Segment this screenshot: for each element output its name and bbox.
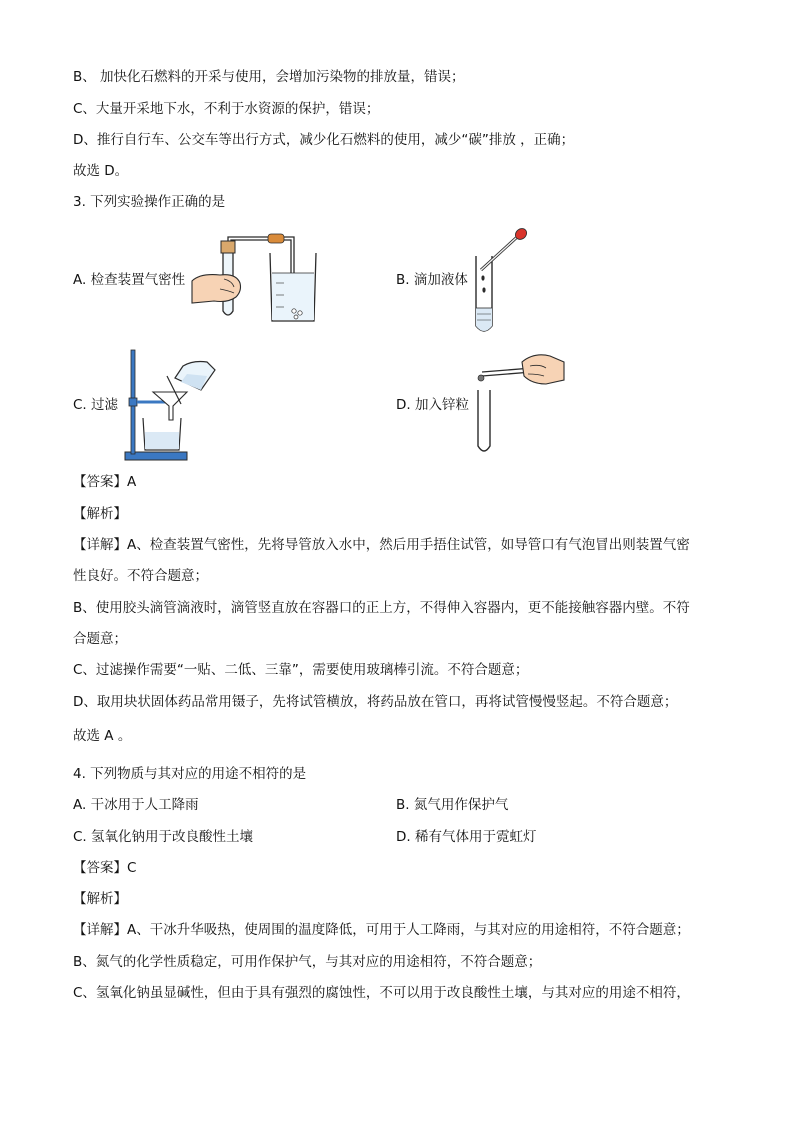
explanation-line: B、 加快化石燃料的开采与使用，会增加污染物的排放量，错误； <box>73 69 465 85</box>
q3-detail-line: 性良好。不符合题意； <box>73 568 208 584</box>
q4-option-c: C. 氢氧化钠用于改良酸性土壤 <box>73 829 254 845</box>
q3-option-d: D. 加入锌粒 <box>396 397 469 413</box>
q4-detail-line: B、氮气的化学性质稳定，可用作保护气，与其对应的用途相符，不符合题意； <box>73 954 542 970</box>
q3-detail-line: C、过滤操作需要“一贴、二低、三靠”，需要使用玻璃棒引流。不符合题意； <box>73 662 529 678</box>
question-4-stem: 4. 下列物质与其对应的用途不相符的是 <box>73 766 307 782</box>
zinc-adding-illustration <box>470 348 565 458</box>
q4-option-a: A. 干冰用于人工降雨 <box>73 797 199 813</box>
q4-answer: 【答案】C <box>73 860 137 876</box>
airtightness-check-illustration <box>190 233 325 325</box>
explanation-line: 故选 D。 <box>73 163 129 179</box>
q4-analysis-label: 【解析】 <box>73 891 127 907</box>
q4-option-b: B. 氮气用作保护气 <box>396 797 509 813</box>
q3-analysis-label: 【解析】 <box>73 506 127 522</box>
q3-option-c: C. 过滤 <box>73 397 119 413</box>
q3-detail-line: D、取用块状固体药品常用镊子，先将试管横放，将药品放在管口，再将试管慢慢竖起。不符合题意； <box>73 694 678 710</box>
q3-option-b: B. 滴加液体 <box>396 272 468 288</box>
dropper-illustration <box>468 226 533 336</box>
explanation-line: C、大量开采地下水，不利于水资源的保护，错误； <box>73 101 380 117</box>
q3-detail-line: 【详解】A、检查装置气密性，先将导管放入水中，然后用手捂住试管，如导管口有气泡冒出则装置气密 <box>73 537 690 553</box>
q4-option-d: D. 稀有气体用于霓虹灯 <box>396 829 537 845</box>
q3-answer: 【答案】A <box>73 474 137 490</box>
q4-detail-line: 【详解】A、干冰升华吸热，使周围的温度降低，可用于人工降雨，与其对应的用途相符，不符合题意； <box>73 922 690 938</box>
q4-detail-line: C、氢氧化钠虽显碱性，但由于具有强烈的腐蚀性，不可以用于改良酸性土壤，与其对应的用途不相符， <box>73 985 690 1001</box>
q3-option-a: A. 检查装置气密性 <box>73 272 186 288</box>
q3-detail-line: 故选 A 。 <box>73 728 132 744</box>
explanation-line: D、推行自行车、公交车等出行方式，减少化石燃料的使用，减少“碳”排放 ，正确； <box>73 132 575 148</box>
filtration-illustration <box>123 346 218 464</box>
question-3-stem: 3. 下列实验操作正确的是 <box>73 194 226 210</box>
q3-detail-line: 合题意； <box>73 631 127 647</box>
q3-detail-line: B、使用胶头滴管滴液时，滴管竖直放在容器口的正上方，不得伸入容器内，更不能接触容器内壁。不符 <box>73 600 690 616</box>
